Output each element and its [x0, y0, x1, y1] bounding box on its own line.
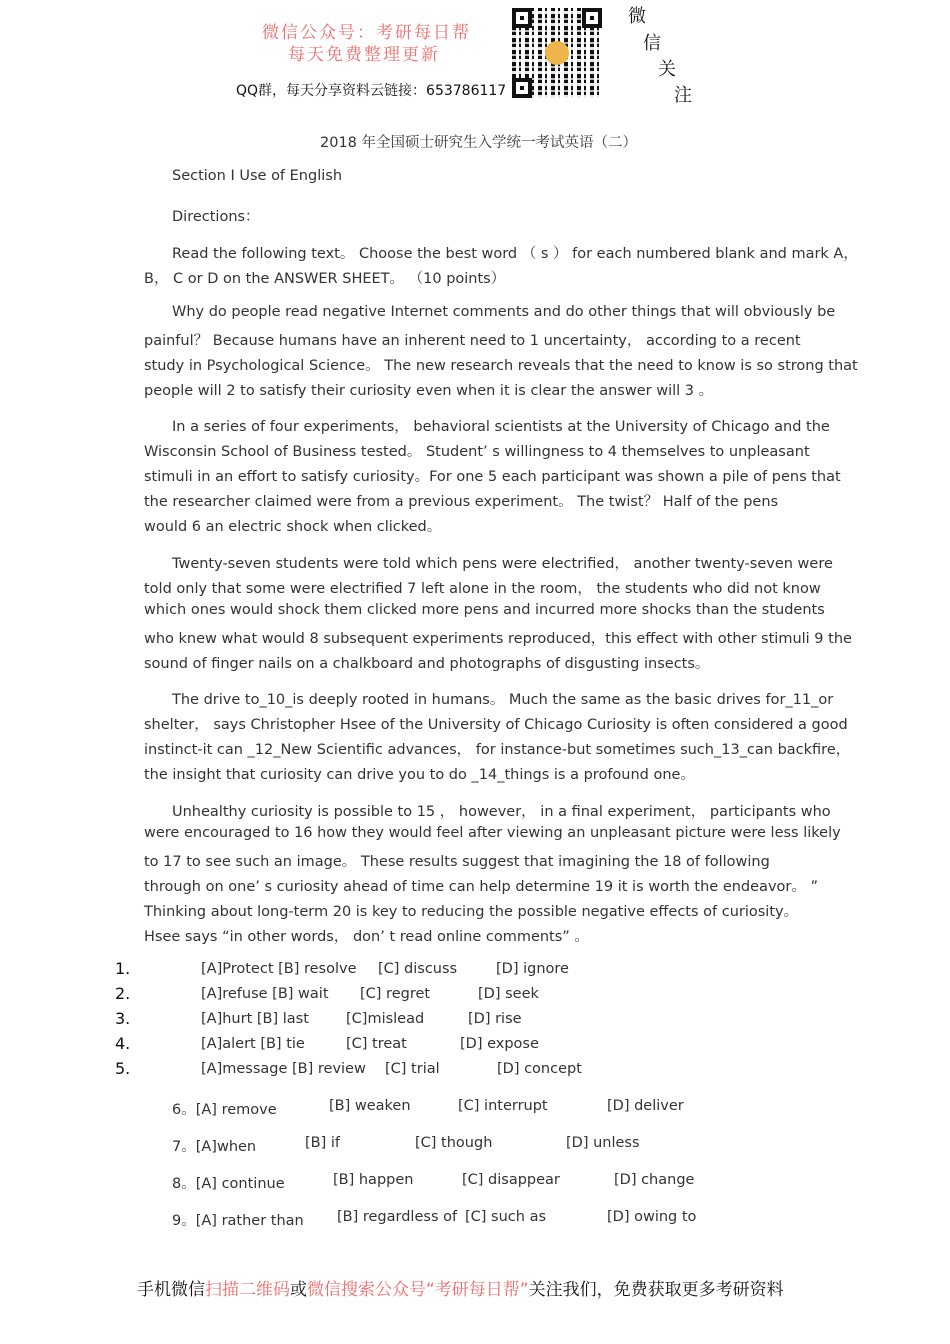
passage-line: would 6 an electric shock when clicked。	[144, 519, 442, 535]
qr-logo-icon	[545, 41, 569, 65]
footer-banner	[137, 1275, 784, 1300]
question-number: 5.	[115, 1059, 131, 1078]
answer-option: [C] treat	[346, 1036, 407, 1052]
answer-option: 6。[A] remove	[172, 1102, 277, 1118]
passage-line: study in Psychological Science。 The new research reveals that the need to know is so strong that	[144, 358, 858, 374]
answer-option: [D] rise	[468, 1011, 522, 1027]
footer-text: 手机微信	[137, 1280, 205, 1300]
passage-line: B， C or D on the ANSWER SHEET。 （10 points）	[144, 271, 506, 287]
answer-option: [D] deliver	[607, 1098, 684, 1114]
answer-option: [B] regardless of	[337, 1209, 458, 1225]
qr-code	[512, 8, 602, 98]
passage-line: shelter， says Christopher Hsee of the University of Chicago Curiosity is often considered a good	[144, 717, 848, 733]
passage-line: to 17 to see such an image。 These results suggest that imagining the 18 of following	[144, 854, 770, 870]
answer-option: [A]refuse [B] wait	[201, 986, 329, 1002]
answer-option: [A]alert [B] tie	[201, 1036, 305, 1052]
answer-option: [C] discuss	[378, 961, 458, 977]
passage-line: were encouraged to 16 how they would feel after viewing an unpleasant picture were less likely	[144, 825, 841, 841]
vertical-char: 微	[628, 6, 646, 27]
passage-line: the insight that curiosity can drive you to do _14_things is a profound one。	[144, 767, 695, 783]
answer-option: [D] unless	[566, 1135, 640, 1151]
passage-line: Thinking about long-term 20 is key to reducing the possible negative effects of curiosity。	[144, 904, 799, 920]
passage-line: In a series of four experiments， behavioral scientists at the University of Chicago and the	[172, 419, 830, 435]
answer-option: [A]message [B] review	[201, 1061, 366, 1077]
footer-text: 或	[290, 1280, 307, 1300]
passage-line: Hsee says “in other words， don’ t read online comments” 。	[144, 929, 589, 945]
passage-line: stimuli in an effort to satisfy curiosity。For one 5 each participant was shown a pile of pens that	[144, 469, 841, 485]
vertical-char: 信	[643, 33, 661, 54]
answer-option: [D] change	[614, 1172, 695, 1188]
answer-option: [D] seek	[478, 986, 539, 1002]
passage-line: painful？ Because humans have an inherent need to 1 uncertainty， according to a recent	[144, 333, 801, 349]
answer-option: [C] interrupt	[458, 1098, 548, 1114]
passage-line: Wisconsin School of Business tested。 Student’ s willingness to 4 themselves to unpleasant	[144, 444, 810, 460]
qq-group-line: QQ群，每天分享资料云链接：653786117	[236, 83, 507, 99]
question-number: 4.	[115, 1034, 131, 1053]
answer-option: [D] ignore	[496, 961, 569, 977]
passage-line: Read the following text。 Choose the best word （ s ） for each numbered blank and mark A，	[172, 246, 858, 262]
passage-line: Unhealthy curiosity is possible to 15 ， however， in a final experiment， participants who	[172, 804, 831, 820]
answer-option: [B] weaken	[329, 1098, 411, 1114]
footer-highlight: 微信搜索公众号“考研每日帮”	[307, 1280, 529, 1300]
question-number: 3.	[115, 1009, 131, 1028]
answer-option: [A]Protect [B] resolve	[201, 961, 357, 977]
question-number: 1.	[115, 959, 131, 978]
passage-line: the researcher claimed were from a previous experiment。 The twist？ Half of the pens	[144, 494, 779, 510]
answer-option: [C] such as	[465, 1209, 547, 1225]
answer-option: [D] owing to	[607, 1209, 697, 1225]
answer-option: 7。[A]when	[172, 1139, 257, 1155]
passage-line: sound of finger nails on a chalkboard and photographs of disgusting insects。	[144, 656, 710, 672]
passage-line: Why do people read negative Internet comments and do other things that will obviously be	[172, 304, 836, 320]
footer-highlight: 扫描二维码	[205, 1280, 290, 1300]
footer-text: 关注我们，免费获取更多考研资料	[528, 1280, 784, 1300]
answer-option: [C] trial	[385, 1061, 440, 1077]
passage-line: through on one’ s curiosity ahead of time can help determine 19 it is worth the endeavor。 ”	[144, 879, 818, 895]
answer-option: [D] concept	[497, 1061, 582, 1077]
vertical-char: 注	[674, 85, 692, 106]
passage-line: which ones would shock them clicked more pens and incurred more shocks than the students	[144, 602, 825, 618]
passage-line: instinct-it can _12_New Scientific advances， for instance-but sometimes such_13_can backfire，	[144, 742, 851, 758]
promo-line-1: 微信公众号：考研每日帮	[262, 23, 471, 43]
question-number: 2.	[115, 984, 131, 1003]
vertical-char: 关	[658, 59, 676, 80]
answer-option: [C] though	[415, 1135, 493, 1151]
answer-option: [B] happen	[333, 1172, 414, 1188]
passage-line: The drive to_10_is deeply rooted in humans。 Much the same as the basic drives for_11_or	[172, 692, 834, 708]
answer-option: [C] regret	[360, 986, 431, 1002]
passage-line: people will 2 to satisfy their curiosity even when it is clear the answer will 3 。	[144, 383, 714, 399]
answer-option: 9。[A] rather than	[172, 1213, 304, 1229]
answer-option: 8。[A] continue	[172, 1176, 285, 1192]
passage-line: told only that some were electrified 7 left alone in the room， the students who did not know	[144, 581, 821, 597]
answer-option: [C]mislead	[346, 1011, 425, 1027]
section-heading: Section I Use of English	[172, 168, 343, 184]
answer-option: [C] disappear	[462, 1172, 560, 1188]
passage-line: who knew what would 8 subsequent experiments reproduced，this effect with other stimuli 9 the	[144, 631, 852, 647]
answer-option: [D] expose	[460, 1036, 539, 1052]
answer-option: [B] if	[305, 1135, 341, 1151]
passage-line: Twenty-seven students were told which pens were electrified， another twenty-seven were	[172, 556, 833, 572]
document-title: 2018 年全国硕士研究生入学统一考试英语（二）	[320, 135, 638, 151]
answer-option: [A]hurt [B] last	[201, 1011, 309, 1027]
directions-label: Directions：	[172, 209, 260, 225]
promo-line-2: 每天免费整理更新	[288, 45, 440, 65]
